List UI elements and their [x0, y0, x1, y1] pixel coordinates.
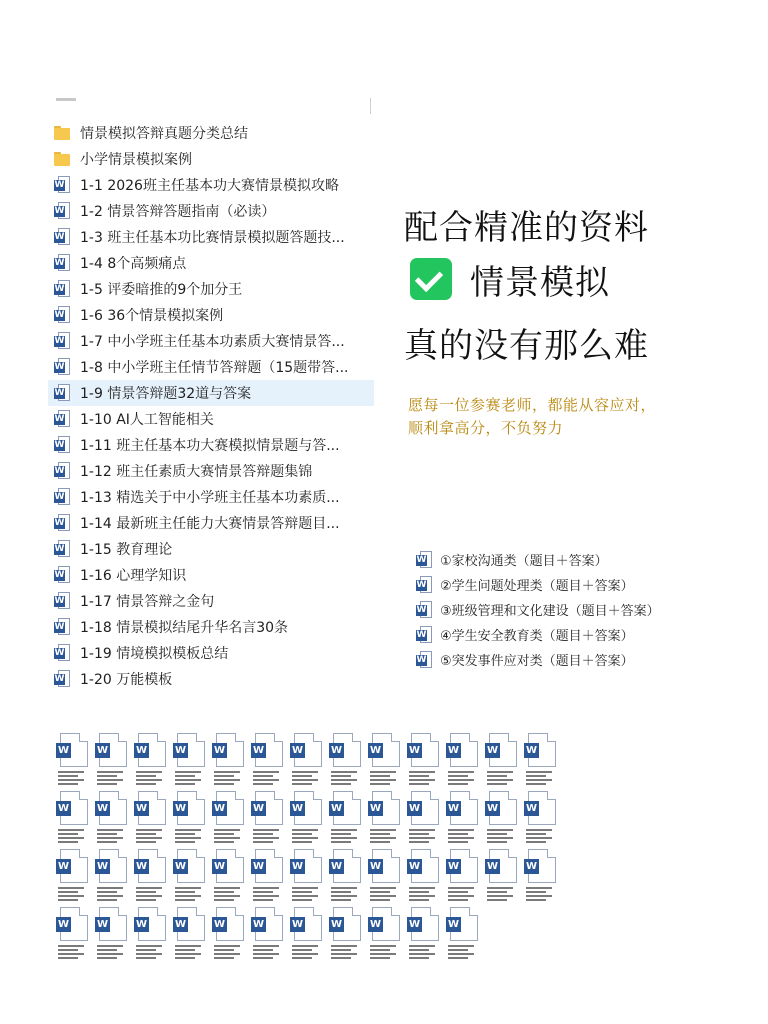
- file-item-label: 1-14 最新班主任能力大赛情景答辩题目...: [80, 516, 340, 532]
- folder-icon: [54, 152, 70, 166]
- thumbnail-caption: [407, 887, 443, 907]
- file-item[interactable]: [48, 354, 374, 380]
- category-file-list: [416, 547, 716, 672]
- file-item-label: 1-7 中小学班主任基本功素质大赛情景答...: [80, 334, 345, 350]
- word-doc-icon: W: [450, 791, 478, 825]
- thumbnail-caption: [212, 829, 248, 849]
- document-thumbnail[interactable]: [134, 733, 170, 791]
- document-thumbnail[interactable]: [446, 733, 482, 791]
- thumbnail-caption: [134, 829, 170, 849]
- document-thumbnail[interactable]: [446, 849, 482, 907]
- word-doc-icon: W: [54, 384, 70, 402]
- file-item-label: 1-19 情境模拟模板总结: [80, 646, 229, 662]
- word-doc-icon: W: [255, 849, 283, 883]
- document-thumbnail[interactable]: [56, 907, 92, 965]
- word-doc-icon: W: [54, 540, 70, 558]
- file-item-label: 1-1 2026班主任基本功大赛情景模拟攻略: [80, 178, 339, 194]
- category-file-label: ②学生问题处理类（题目＋答案）: [440, 579, 634, 594]
- word-doc-icon: W: [177, 907, 205, 941]
- document-thumbnail[interactable]: [95, 733, 131, 791]
- document-thumbnail[interactable]: [368, 791, 404, 849]
- word-doc-icon: W: [54, 332, 70, 350]
- thumbnail-caption: [290, 829, 326, 849]
- thumbnail-caption: [290, 887, 326, 907]
- category-file-label: ④学生安全教育类（题目＋答案）: [440, 629, 634, 644]
- word-doc-icon: W: [60, 733, 88, 767]
- thumbnail-caption: [446, 771, 482, 791]
- thumbnail-caption: [329, 945, 365, 965]
- file-item[interactable]: [48, 198, 374, 224]
- file-item-label: 1-5 评委暗推的9个加分王: [80, 282, 243, 298]
- document-thumbnail[interactable]: [485, 849, 521, 907]
- document-thumbnail[interactable]: [290, 849, 326, 907]
- document-thumbnail[interactable]: [290, 907, 326, 965]
- document-thumbnail[interactable]: [251, 907, 287, 965]
- word-doc-icon: W: [54, 488, 70, 506]
- file-item[interactable]: [48, 302, 374, 328]
- file-item-label: 1-2 情景答辩答题指南（必读）: [80, 204, 276, 220]
- word-doc-icon: W: [54, 670, 70, 688]
- word-doc-icon: W: [60, 791, 88, 825]
- word-doc-icon: W: [60, 849, 88, 883]
- thumbnail-caption: [56, 887, 92, 907]
- document-thumbnail[interactable]: [524, 791, 560, 849]
- document-thumbnail[interactable]: [173, 907, 209, 965]
- word-doc-icon: W: [54, 176, 70, 194]
- word-doc-icon: W: [54, 462, 70, 480]
- word-doc-icon: W: [54, 566, 70, 584]
- document-thumbnail[interactable]: [446, 907, 482, 965]
- thumbnail-caption: [212, 945, 248, 965]
- word-doc-icon: W: [372, 849, 400, 883]
- word-doc-icon: W: [489, 791, 517, 825]
- file-item[interactable]: [48, 276, 374, 302]
- word-doc-icon: W: [416, 601, 432, 619]
- word-doc-icon: W: [177, 733, 205, 767]
- thumbnail-caption: [368, 771, 404, 791]
- category-file-item[interactable]: [416, 622, 716, 647]
- thumbnail-caption: [134, 945, 170, 965]
- thumbnail-caption: [329, 771, 365, 791]
- thumbnail-caption: [368, 887, 404, 907]
- thumbnail-caption: [407, 771, 443, 791]
- file-item[interactable]: [48, 510, 374, 536]
- document-thumbnail[interactable]: [407, 791, 443, 849]
- word-doc-icon: W: [411, 733, 439, 767]
- thumbnail-caption: [485, 887, 521, 907]
- file-item-label: 1-13 精选关于中小学班主任基本功素质...: [80, 490, 340, 506]
- thumbnail-caption: [173, 945, 209, 965]
- document-thumbnail[interactable]: [407, 907, 443, 965]
- file-item[interactable]: [48, 484, 374, 510]
- thumbnail-caption: [95, 887, 131, 907]
- thumbnail-caption: [485, 771, 521, 791]
- thumbnail-caption: [407, 945, 443, 965]
- document-thumbnail[interactable]: [134, 849, 170, 907]
- thumbnail-caption: [524, 829, 560, 849]
- document-thumbnail[interactable]: [134, 791, 170, 849]
- word-doc-icon: W: [54, 514, 70, 532]
- word-doc-icon: W: [333, 733, 361, 767]
- file-item[interactable]: [48, 614, 374, 640]
- word-doc-icon: W: [489, 849, 517, 883]
- file-item[interactable]: [48, 328, 374, 354]
- thumbnail-caption: [212, 771, 248, 791]
- subtitle-line-1: 愿每一位参赛老师，都能从容应对，: [408, 396, 657, 414]
- document-thumbnail[interactable]: [329, 791, 365, 849]
- file-item-label: 情景模拟答辩真题分类总结: [80, 126, 248, 142]
- file-item-label: 1-15 教育理论: [80, 542, 173, 558]
- word-doc-icon: W: [216, 791, 244, 825]
- thumbnail-caption: [251, 829, 287, 849]
- document-thumbnail[interactable]: [212, 733, 248, 791]
- word-doc-icon: W: [372, 733, 400, 767]
- file-item-label: 小学情景模拟案例: [80, 152, 192, 168]
- word-doc-icon: W: [416, 651, 432, 669]
- word-doc-icon: W: [528, 791, 556, 825]
- document-thumbnail[interactable]: [485, 733, 521, 791]
- category-file-label: ③班级管理和文化建设（题目＋答案）: [440, 604, 660, 619]
- document-thumbnail[interactable]: [368, 733, 404, 791]
- word-doc-icon: W: [416, 626, 432, 644]
- word-doc-icon: W: [294, 733, 322, 767]
- thumbnail-caption: [485, 829, 521, 849]
- document-thumbnail[interactable]: [329, 907, 365, 965]
- document-thumbnail[interactable]: [56, 849, 92, 907]
- thumbnail-caption: [56, 771, 92, 791]
- subtitle-line-2: 顺利拿高分，不负努力: [408, 419, 564, 437]
- document-thumbnail[interactable]: [95, 849, 131, 907]
- thumbnail-caption: [251, 771, 287, 791]
- headline-line-1: 配合精准的资料: [404, 208, 649, 248]
- document-thumbnail[interactable]: [407, 849, 443, 907]
- document-thumbnail[interactable]: [251, 791, 287, 849]
- document-thumbnail[interactable]: [173, 849, 209, 907]
- word-doc-icon: W: [138, 733, 166, 767]
- thumbnail-caption: [290, 945, 326, 965]
- thumbnail-caption: [56, 829, 92, 849]
- document-thumbnail[interactable]: [329, 849, 365, 907]
- thumbnail-caption: [446, 829, 482, 849]
- word-doc-icon: W: [177, 791, 205, 825]
- word-doc-icon: W: [216, 849, 244, 883]
- file-item-label: 1-4 8个高频痛点: [80, 256, 187, 272]
- thumbnail-caption: [95, 829, 131, 849]
- thumbnail-caption: [134, 771, 170, 791]
- word-doc-icon: W: [54, 592, 70, 610]
- thumbnail-caption: [407, 829, 443, 849]
- thumbnail-caption: [446, 887, 482, 907]
- thumbnail-caption: [329, 887, 365, 907]
- file-list: [48, 120, 374, 692]
- document-thumbnail[interactable]: [407, 733, 443, 791]
- folder-item[interactable]: [48, 146, 374, 172]
- thumbnail-caption: [524, 771, 560, 791]
- file-item[interactable]: [48, 458, 374, 484]
- word-doc-icon: W: [54, 644, 70, 662]
- thumbnail-caption: [251, 887, 287, 907]
- document-thumbnail[interactable]: [329, 733, 365, 791]
- thumbnail-caption: [95, 771, 131, 791]
- thumbnail-caption: [524, 887, 560, 907]
- file-item-label: 1-17 情景答辩之金句: [80, 594, 215, 610]
- headline-line-2: 情景模拟: [470, 263, 610, 303]
- word-doc-icon: W: [416, 551, 432, 569]
- file-item-label: 1-11 班主任基本功大赛模拟情景题与答...: [80, 438, 340, 454]
- thumbnail-caption: [173, 887, 209, 907]
- word-doc-icon: W: [54, 254, 70, 272]
- file-item-label: 1-10 AI人工智能相关: [80, 412, 214, 428]
- word-doc-icon: W: [372, 907, 400, 941]
- file-item-label: 1-8 中小学班主任情节答辩题（15题带答...: [80, 360, 349, 376]
- thumbnail-caption: [173, 771, 209, 791]
- thumbnail-caption: [368, 945, 404, 965]
- document-thumbnail[interactable]: [251, 849, 287, 907]
- word-doc-icon: W: [528, 733, 556, 767]
- thumbnail-caption: [446, 945, 482, 965]
- word-doc-icon: W: [411, 849, 439, 883]
- document-thumbnail[interactable]: [212, 849, 248, 907]
- thumbnail-caption: [290, 771, 326, 791]
- word-doc-icon: W: [216, 907, 244, 941]
- thumbnail-caption: [251, 945, 287, 965]
- word-doc-icon: W: [99, 791, 127, 825]
- word-doc-icon: W: [54, 228, 70, 246]
- file-item[interactable]: [48, 666, 374, 692]
- word-doc-icon: W: [99, 907, 127, 941]
- file-item-label: 1-18 情景模拟结尾升华名言30条: [80, 620, 289, 636]
- checkmark-icon: [410, 258, 452, 300]
- document-thumbnail[interactable]: [290, 791, 326, 849]
- file-item[interactable]: [48, 250, 374, 276]
- category-file-item[interactable]: [416, 647, 716, 672]
- word-doc-icon: W: [372, 791, 400, 825]
- thumbnail-caption: [95, 945, 131, 965]
- document-thumbnail[interactable]: [95, 907, 131, 965]
- thumbnail-caption: [134, 887, 170, 907]
- document-thumbnail[interactable]: [212, 907, 248, 965]
- word-doc-icon: W: [216, 733, 244, 767]
- thumbnail-caption: [368, 829, 404, 849]
- word-doc-icon: W: [450, 849, 478, 883]
- thumbnail-caption: [212, 887, 248, 907]
- document-thumbnail[interactable]: [446, 791, 482, 849]
- file-item-label: 1-20 万能模板: [80, 672, 173, 688]
- word-doc-icon: W: [99, 849, 127, 883]
- category-file-item[interactable]: [416, 547, 716, 572]
- word-doc-icon: W: [411, 791, 439, 825]
- word-doc-icon: W: [138, 849, 166, 883]
- file-item-label: 1-9 情景答辩题32道与答案: [80, 386, 252, 402]
- document-thumbnail[interactable]: [56, 791, 92, 849]
- word-doc-icon: W: [54, 358, 70, 376]
- word-doc-icon: W: [54, 280, 70, 298]
- word-doc-icon: W: [294, 907, 322, 941]
- folder-item[interactable]: [48, 120, 374, 146]
- word-doc-icon: W: [450, 733, 478, 767]
- word-doc-icon: W: [54, 436, 70, 454]
- document-thumbnail[interactable]: [290, 733, 326, 791]
- document-thumbnail[interactable]: [95, 791, 131, 849]
- headline-line-3: 真的没有那么难: [404, 326, 649, 366]
- file-item-label: 1-6 36个情景模拟案例: [80, 308, 224, 324]
- document-thumbnail[interactable]: [173, 733, 209, 791]
- cropped-header-fragment: [56, 98, 76, 101]
- document-thumbnail[interactable]: [56, 733, 92, 791]
- file-item[interactable]: [48, 406, 374, 432]
- word-doc-icon: W: [333, 907, 361, 941]
- file-item[interactable]: [48, 588, 374, 614]
- category-file-item[interactable]: [416, 597, 716, 622]
- document-thumbnail[interactable]: [368, 907, 404, 965]
- file-item[interactable]: [48, 640, 374, 666]
- word-doc-icon: W: [255, 791, 283, 825]
- word-doc-icon: W: [99, 733, 127, 767]
- file-item-label: 1-16 心理学知识: [80, 568, 187, 584]
- file-item[interactable]: [48, 536, 374, 562]
- document-thumbnail[interactable]: [212, 791, 248, 849]
- word-doc-icon: W: [54, 202, 70, 220]
- word-doc-icon: W: [177, 849, 205, 883]
- document-thumbnail[interactable]: [173, 791, 209, 849]
- word-doc-icon: W: [489, 733, 517, 767]
- word-doc-icon: W: [138, 907, 166, 941]
- file-item-label: 1-12 班主任素质大赛情景答辩题集锦: [80, 464, 313, 480]
- word-doc-icon: W: [54, 618, 70, 636]
- file-item[interactable]: [48, 380, 374, 406]
- category-file-item[interactable]: [416, 572, 716, 597]
- document-thumbnail[interactable]: [524, 849, 560, 907]
- word-doc-icon: W: [411, 907, 439, 941]
- word-doc-icon: W: [54, 410, 70, 428]
- thumbnail-caption: [173, 829, 209, 849]
- column-divider: [370, 98, 371, 114]
- word-doc-icon: W: [416, 576, 432, 594]
- word-doc-icon: W: [255, 907, 283, 941]
- document-thumbnail[interactable]: [251, 733, 287, 791]
- document-thumbnail[interactable]: [524, 733, 560, 791]
- document-thumbnail[interactable]: [134, 907, 170, 965]
- file-item-label: 1-3 班主任基本功比赛情景模拟题答题技...: [80, 230, 345, 246]
- file-item[interactable]: [48, 432, 374, 458]
- word-doc-icon: W: [528, 849, 556, 883]
- category-file-label: ⑤突发事件应对类（题目＋答案）: [440, 654, 634, 669]
- file-item[interactable]: [48, 562, 374, 588]
- word-doc-icon: W: [450, 907, 478, 941]
- word-doc-icon: W: [294, 791, 322, 825]
- document-thumbnail[interactable]: [485, 791, 521, 849]
- word-doc-icon: W: [333, 849, 361, 883]
- file-item[interactable]: [48, 224, 374, 250]
- thumbnail-caption: [56, 945, 92, 965]
- word-doc-icon: W: [60, 907, 88, 941]
- word-doc-icon: W: [138, 791, 166, 825]
- category-file-label: ①家校沟通类（题目＋答案）: [440, 554, 608, 569]
- word-doc-icon: W: [294, 849, 322, 883]
- thumbnail-caption: [329, 829, 365, 849]
- word-doc-icon: W: [255, 733, 283, 767]
- subtitle: [408, 394, 738, 440]
- folder-icon: [54, 126, 70, 140]
- file-item[interactable]: [48, 172, 374, 198]
- word-doc-icon: W: [333, 791, 361, 825]
- document-thumbnail[interactable]: [368, 849, 404, 907]
- word-doc-icon: W: [54, 306, 70, 324]
